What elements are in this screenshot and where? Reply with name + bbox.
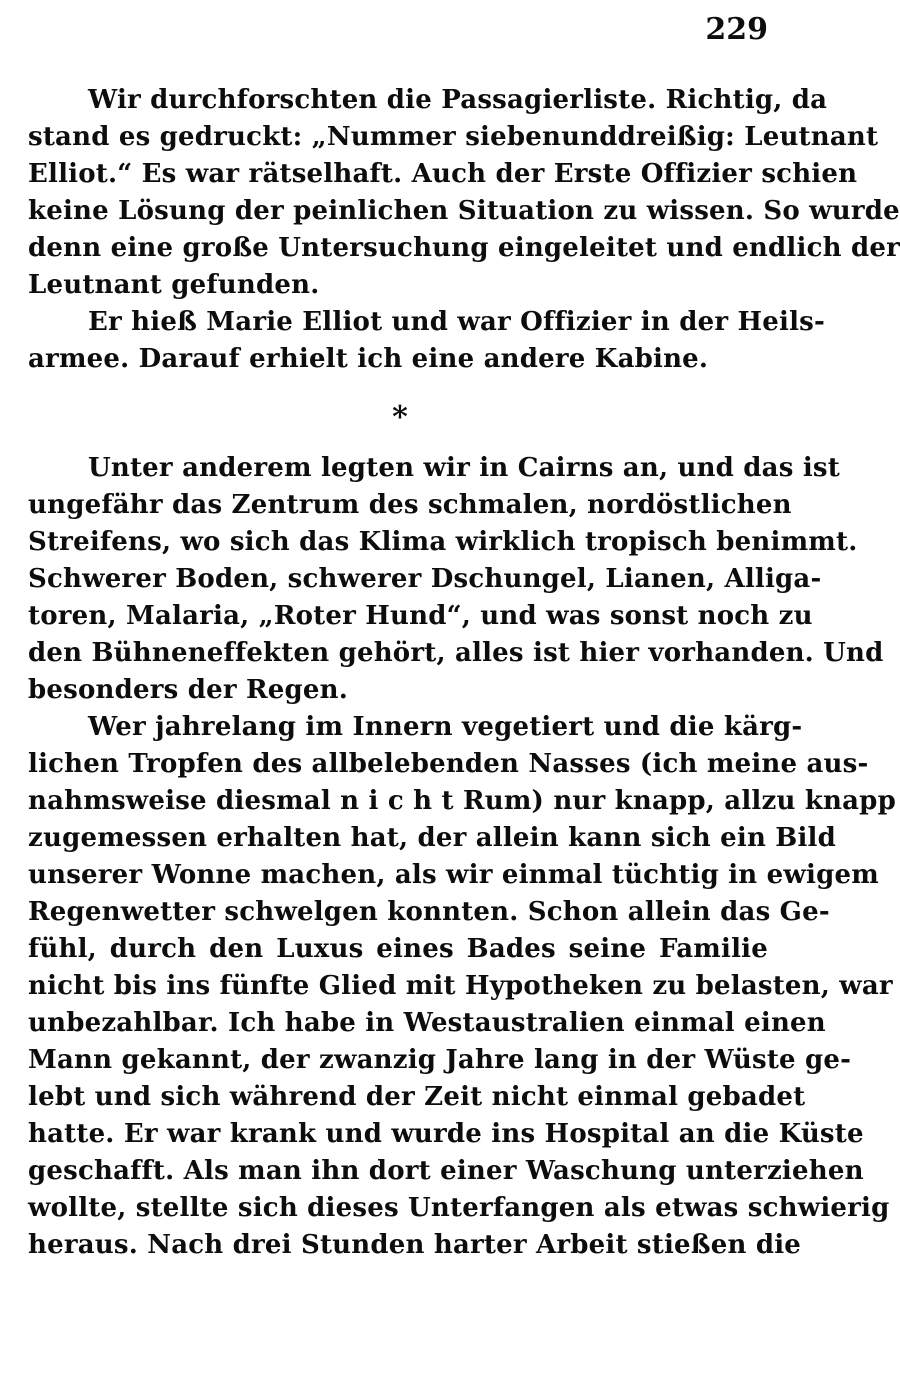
text-line: armee. Darauf erhielt ich eine andere Kabine.	[28, 344, 709, 374]
paragraph	[28, 82, 900, 304]
paragraph	[28, 450, 884, 709]
text-line: Regenwetter schwelgen konnten. Schon allein das Ge-	[28, 897, 830, 927]
text-line: Wir durchforschten die Passagierliste. Richtig, da	[88, 85, 828, 115]
text-line: ungefähr das Zentrum des schmalen, nordöstlichen	[28, 490, 792, 520]
text-line: Schwerer Boden, schwerer Dschungel, Lianen, Alliga-	[28, 564, 822, 594]
text-line: stand es gedruckt: „Nummer siebenunddreißig: Leutnant	[28, 122, 879, 152]
text-line: denn eine große Untersuchung eingeleitet und endlich der	[28, 233, 900, 263]
text-line: nahmsweise diesmal n i c h t Rum) nur knapp, allzu knapp	[28, 786, 896, 816]
paragraph	[28, 709, 896, 1264]
text-line: unbezahlbar. Ich habe in Westaustralien einmal einen	[28, 1008, 826, 1038]
text-line: den Bühneneffekten gehört, alles ist hier vorhanden. Und	[28, 638, 884, 668]
text-line: geschafft. Als man ihn dort einer Waschung unterziehen	[28, 1156, 864, 1186]
text-line: Leutnant gefunden.	[28, 270, 320, 300]
page-number: 229	[705, 12, 768, 47]
text-line: unserer Wonne machen, als wir einmal tüchtig in ewigem	[28, 860, 879, 890]
text-line: Wer jahrelang im Innern vegetiert und die kärg-	[88, 712, 803, 742]
text-line: Elliot.“ Es war rätselhaft. Auch der Erste Offizier schien	[28, 159, 858, 189]
paragraph	[28, 304, 825, 378]
section-separator: *	[392, 400, 408, 435]
text-line: lebt und sich während der Zeit nicht einmal gebadet	[28, 1082, 806, 1112]
section-2	[28, 450, 896, 1264]
text-line: Er hieß Marie Elliot und war Offizier in der Heils-	[88, 307, 825, 337]
text-line: Unter anderem legten wir in Cairns an, und das ist	[88, 453, 840, 483]
text-line: nicht bis ins fünfte Glied mit Hypotheken zu belasten, war	[28, 971, 893, 1001]
section-1	[28, 82, 900, 378]
text-line: Mann gekannt, der zwanzig Jahre lang in der Wüste ge-	[28, 1045, 852, 1075]
text-line: toren, Malaria, „Roter Hund“, und was sonst noch zu	[28, 601, 813, 631]
text-line: fühl, durch den Luxus eines Bades seine Familie	[28, 934, 768, 964]
text-line: hatte. Er war krank und wurde ins Hospital an die Küste	[28, 1119, 864, 1149]
text-line: keine Lösung der peinlichen Situation zu wissen. So wurde	[28, 196, 900, 226]
text-line: heraus. Nach drei Stunden harter Arbeit stießen die	[28, 1230, 802, 1260]
text-line: besonders der Regen.	[28, 675, 349, 705]
text-line: wollte, stellte sich dieses Unterfangen als etwas schwierig	[28, 1193, 890, 1223]
text-line: Streifens, wo sich das Klima wirklich tropisch benimmt.	[28, 527, 858, 557]
text-line: zugemessen erhalten hat, der allein kann sich ein Bild	[28, 823, 837, 853]
text-line: lichen Tropfen des allbelebenden Nasses (ich meine aus-	[28, 749, 869, 779]
